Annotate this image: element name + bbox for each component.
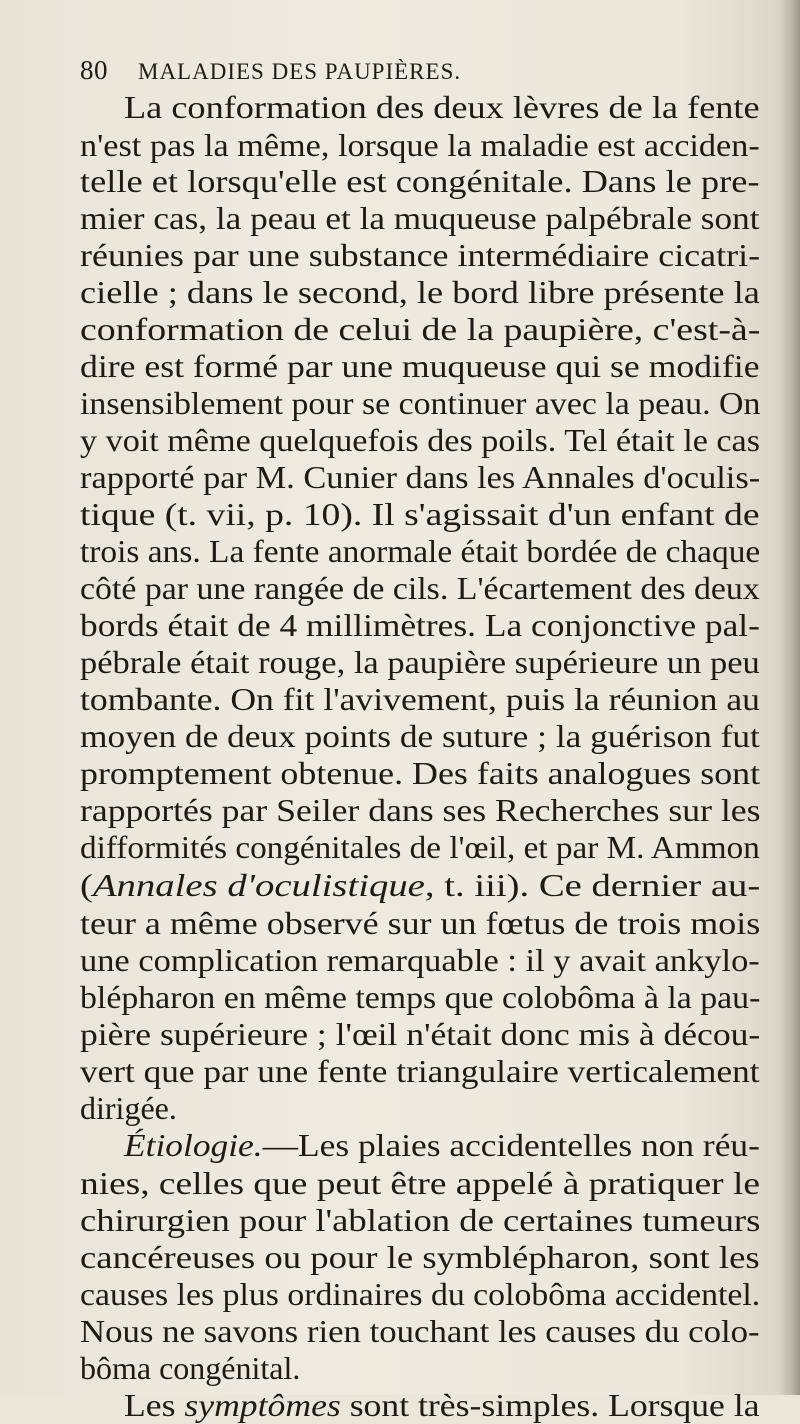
text-line xyxy=(80,754,760,792)
text-line xyxy=(80,717,760,755)
text-segment: moyen de deux points de suture ; la guérison fut xyxy=(80,718,760,754)
text-segment: rapporté par M. Cunier dans les Annales d'oculis- xyxy=(80,459,761,495)
text-line xyxy=(80,680,760,718)
italic-text: symptômes xyxy=(184,1387,341,1423)
text-line xyxy=(80,1238,760,1276)
text-line xyxy=(80,310,760,348)
text-segment: une complication remarquable : il y avait ankylo- xyxy=(80,942,760,978)
text-line xyxy=(80,384,760,422)
text-segment: dirigée. xyxy=(80,1090,177,1126)
text-segment: dire est formé par une muqueuse qui se modifie xyxy=(80,348,760,384)
text-segment: y voit même quelquefois des poils. Tel était le cas xyxy=(80,422,761,458)
text-segment: tique (t. vii, p. 10). Il s'agissait d'un enfant de xyxy=(80,496,760,532)
text-segment: n'est pas la même, lorsque la maladie est acciden- xyxy=(80,127,760,163)
text-line xyxy=(80,606,760,644)
text-segment: pière supérieure ; l'œil n'était donc mis à décou- xyxy=(80,1016,761,1052)
text-line xyxy=(80,199,759,237)
text-segment: sont très-simples. Lorsque la xyxy=(340,1387,760,1423)
text-line xyxy=(80,347,760,385)
text-line xyxy=(80,1164,760,1202)
text-segment: promptement obtenue. Des faits analogues sont xyxy=(80,755,761,791)
text-line xyxy=(80,1275,760,1313)
text-line xyxy=(80,643,760,681)
text-line xyxy=(124,1126,760,1164)
text-line xyxy=(80,273,760,311)
text-segment: cancéreuses ou pour le symblépharon, sont les xyxy=(80,1239,760,1275)
text-line xyxy=(80,1052,760,1090)
text-line xyxy=(80,941,760,979)
text-segment: Les xyxy=(124,1387,185,1423)
text-segment: , t. iii). Ce dernier au- xyxy=(424,867,761,903)
text-segment: blépharon en même temps que colobôma à la pau- xyxy=(80,979,761,1015)
text-line xyxy=(80,1089,177,1127)
text-line xyxy=(124,1386,760,1424)
text-segment: bords était de 4 millimètres. La conjonctive pal- xyxy=(80,607,760,643)
text-line xyxy=(80,532,760,570)
text-segment: réunies par une substance intermédiaire cicatri- xyxy=(80,237,761,273)
text-line xyxy=(80,828,760,866)
text-segment: nies, celles que peut être appelé à pratiquer le xyxy=(80,1165,760,1201)
text-segment: bôma congénital. xyxy=(80,1350,301,1386)
text-line xyxy=(80,495,760,533)
text-line xyxy=(80,1015,760,1053)
text-line xyxy=(80,866,760,904)
text-segment: —Les plaies accidentelles non réu- xyxy=(262,1127,760,1163)
page-edge-shadow xyxy=(778,0,800,1395)
text-segment: tombante. On fit l'avivement, puis la réunion au xyxy=(80,681,760,717)
text-segment: trois ans. La fente anormale était bordée de chaque xyxy=(80,533,761,569)
text-line xyxy=(80,904,760,942)
text-line xyxy=(80,1349,300,1387)
text-segment: chirurgien pour l'ablation de certaines tumeurs xyxy=(80,1202,761,1238)
text-line xyxy=(80,569,760,607)
text-segment: Nous ne savons rien touchant les causes du colo- xyxy=(80,1313,760,1349)
page-number: 80 xyxy=(80,55,108,85)
text-line xyxy=(80,458,760,496)
text-line xyxy=(80,236,760,274)
text-line xyxy=(80,791,761,829)
running-title: MALADIES DES PAUPIÈRES. xyxy=(138,59,462,84)
text-line xyxy=(80,978,760,1016)
text-segment: La conformation des deux lèvres de la fente xyxy=(124,89,760,125)
text-segment: ( xyxy=(80,867,93,903)
text-segment: côté par une rangée de cils. L'écartement des deux xyxy=(80,570,760,606)
text-segment: difformités congénitales de l'œil, et par M. Ammon xyxy=(80,829,760,865)
text-segment: rapportés par Seiler dans ses Recherches sur les xyxy=(80,792,761,828)
running-head xyxy=(80,52,760,88)
text-segment: mier cas, la peau et la muqueuse palpébrale sont xyxy=(80,200,760,236)
text-segment: insensiblement pour se continuer avec la peau. On xyxy=(80,385,761,421)
text-segment: teur a même observé sur un fœtus de trois mois xyxy=(80,905,761,941)
text-segment: telle et lorsqu'elle est congénitale. Dans le pre- xyxy=(80,163,760,199)
text-segment: pébrale était rouge, la paupière supérieure un peu xyxy=(80,644,760,680)
text-line xyxy=(80,1312,760,1350)
text-line xyxy=(124,88,760,126)
italic-text: Annales d'oculistique xyxy=(92,867,425,903)
text-segment: causes les plus ordinaires du colobôma accidentel. xyxy=(80,1276,761,1312)
text-line xyxy=(80,162,759,200)
text-segment: conformation de celui de la paupière, c'est-à- xyxy=(80,311,761,347)
italic-text: Étiologie. xyxy=(124,1127,263,1163)
text-line xyxy=(80,126,760,164)
text-line xyxy=(80,1201,760,1239)
text-segment: vert que par une fente triangulaire verticalement xyxy=(80,1053,760,1089)
text-segment: cielle ; dans le second, le bord libre présente la xyxy=(80,274,760,310)
text-line xyxy=(80,421,760,459)
